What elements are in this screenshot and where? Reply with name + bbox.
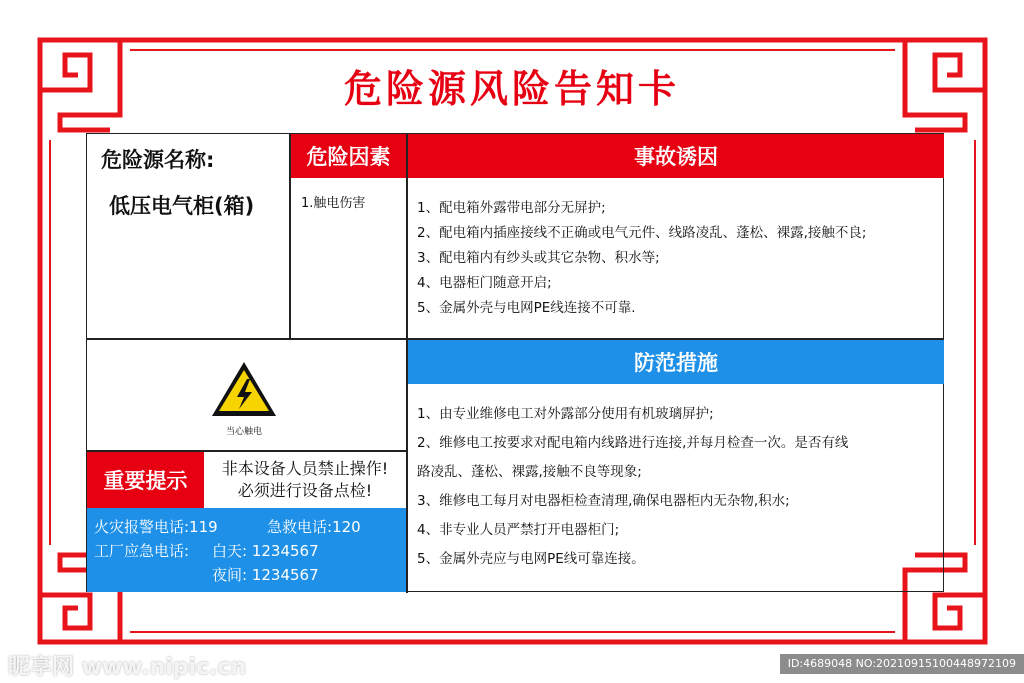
day-phone: 白天: 1234567	[212, 542, 319, 560]
site-watermark: 昵享网 www.nipic.cn	[8, 655, 247, 680]
hazard-source-value: 低压电气柜(箱)	[109, 194, 255, 218]
hazard-factor-item: 1.触电伤害	[301, 196, 366, 211]
list-item: 2、维修电工按要求对配电箱内线路进行连接,并每月检查一次。是否有线	[417, 435, 849, 451]
list-item: 3、配电箱内有纱头或其它杂物、积水等;	[417, 250, 660, 266]
list-item: 5、金属外壳与电网PE线连接不可靠.	[417, 300, 636, 316]
list-item: 1、配电箱外露带电部分无屏护;	[417, 200, 606, 216]
list-item: 5、金属外壳应与电网PE线可靠连接。	[417, 551, 645, 567]
notice-header: 重要提示	[87, 452, 204, 508]
prevention-header: 防范措施	[408, 340, 944, 384]
notice-line-1: 非本设备人员禁止操作!	[221, 459, 389, 478]
night-phone: 夜间: 1234567	[212, 566, 319, 584]
accident-causes-list	[417, 202, 937, 332]
list-item: 2、配电箱内插座接线不正确或电气元件、线路凌乱、蓬松、裸露,接触不良;	[417, 225, 867, 241]
emergency-contacts	[87, 508, 406, 592]
warning-sign-label: 当心触电	[225, 427, 262, 437]
first-aid-phone: 急救电话:120	[267, 518, 361, 536]
list-item: 4、非专业人员严禁打开电器柜门;	[417, 522, 620, 538]
hazard-source-label: 危险源名称:	[101, 148, 215, 172]
list-item: 3、维修电工每月对电器柜检查清理,确保电器柜内无杂物,积水;	[417, 493, 790, 509]
electric-shock-warning-icon	[209, 359, 279, 419]
card-title: 危险源风险告知卡	[343, 67, 680, 111]
warning-sign	[209, 359, 279, 437]
accident-causes-header: 事故诱因	[408, 134, 944, 178]
image-id-watermark: ID:4689048 NO:20210915100448972109	[780, 654, 1024, 674]
list-item: 1、由专业维修电工对外露部分使用有机玻璃屏护;	[417, 406, 714, 422]
divider	[87, 338, 407, 340]
notice-body	[204, 452, 406, 508]
prevention-list	[417, 408, 937, 568]
info-table	[86, 133, 944, 592]
hazard-factor-header: 危险因素	[291, 134, 406, 178]
list-item: 4、电器柜门随意开启;	[417, 275, 552, 291]
factory-phone-label: 工厂应急电话:	[94, 542, 190, 560]
notice-line-2: 必须进行设备点检!	[237, 481, 373, 500]
fire-alarm-phone: 火灾报警电话:119	[94, 518, 218, 536]
list-item: 路凌乱、蓬松、裸露,接触不良等现象;	[417, 464, 642, 480]
